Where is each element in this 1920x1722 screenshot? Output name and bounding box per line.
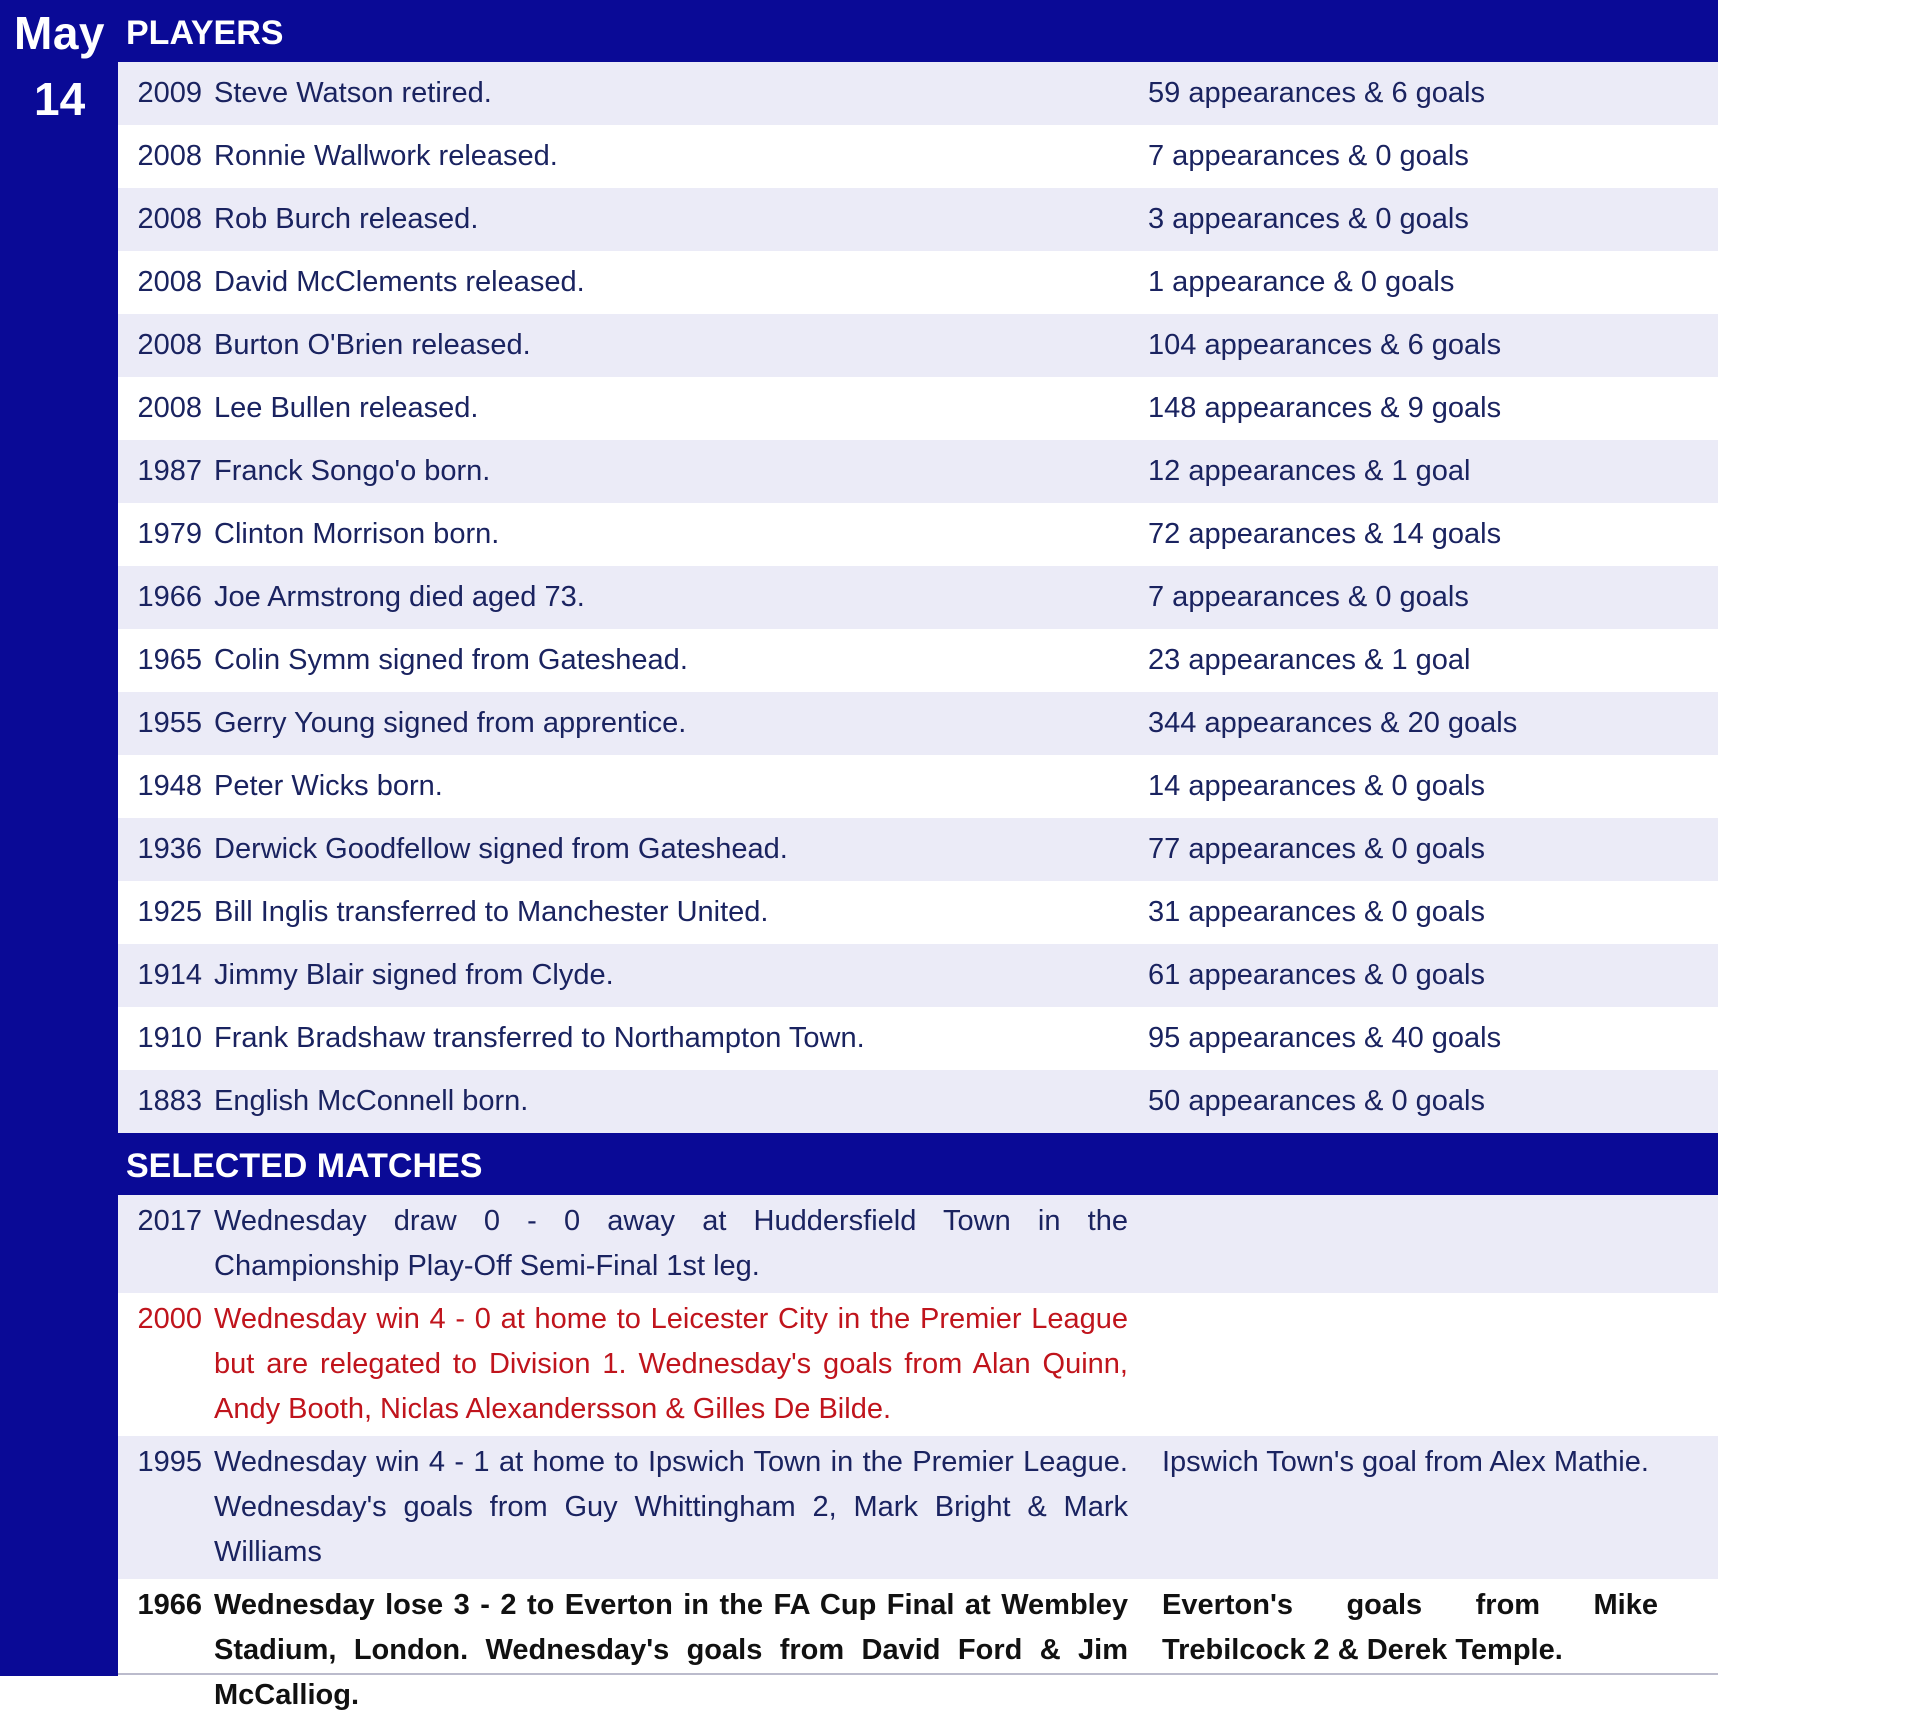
player-row bbox=[118, 566, 1718, 629]
player-year: 2008 bbox=[137, 140, 202, 172]
player-stats: 95 appearances & 40 goals bbox=[1148, 1022, 1502, 1054]
player-stats: 7 appearances & 0 goals bbox=[1148, 140, 1469, 172]
player-year: 1936 bbox=[137, 833, 202, 865]
player-text: Gerry Young signed from apprentice. bbox=[214, 707, 687, 739]
match-extra: Everton's goals from Mike Trebilcock 2 & Derek Temple. bbox=[1162, 1589, 1658, 1666]
player-year: 2009 bbox=[137, 77, 202, 109]
player-row bbox=[118, 1070, 1718, 1133]
player-row bbox=[118, 314, 1718, 377]
player-stats: 3 appearances & 0 goals bbox=[1148, 203, 1469, 235]
player-stats: 14 appearances & 0 goals bbox=[1148, 770, 1485, 802]
player-text: Rob Burch released. bbox=[214, 203, 479, 235]
player-year: 1948 bbox=[137, 770, 202, 802]
player-row bbox=[118, 755, 1718, 818]
player-text: Jimmy Blair signed from Clyde. bbox=[214, 959, 614, 991]
player-year: 2008 bbox=[137, 392, 202, 424]
player-year: 1883 bbox=[137, 1085, 202, 1117]
player-year: 1910 bbox=[137, 1022, 202, 1054]
player-stats: 23 appearances & 1 goal bbox=[1148, 644, 1471, 676]
player-text: Bill Inglis transferred to Manchester United. bbox=[214, 896, 769, 928]
player-text: Peter Wicks born. bbox=[214, 770, 443, 802]
match-extra: Ipswich Town's goal from Alex Mathie. bbox=[1162, 1446, 1649, 1478]
player-text: English McConnell born. bbox=[214, 1085, 529, 1117]
players-list bbox=[118, 62, 1718, 1133]
player-year: 1965 bbox=[137, 644, 202, 676]
player-text: Colin Symm signed from Gateshead. bbox=[214, 644, 688, 676]
player-stats: 59 appearances & 6 goals bbox=[1148, 77, 1485, 109]
players-header: PLAYERS bbox=[118, 0, 1718, 62]
player-year: 1925 bbox=[137, 896, 202, 928]
player-text: Burton O'Brien released. bbox=[214, 329, 531, 361]
player-row bbox=[118, 503, 1718, 566]
player-text: Clinton Morrison born. bbox=[214, 518, 500, 550]
player-stats: 12 appearances & 1 goal bbox=[1148, 455, 1471, 487]
match-row bbox=[118, 1293, 1718, 1436]
match-row bbox=[118, 1579, 1718, 1722]
player-stats: 61 appearances & 0 goals bbox=[1148, 959, 1485, 991]
match-year: 2000 bbox=[137, 1303, 202, 1335]
match-text: Wednesday draw 0 - 0 away at Huddersfield Town in the Championship Play-Off Semi-Final 1st leg. bbox=[214, 1205, 1128, 1282]
player-year: 2008 bbox=[137, 329, 202, 361]
matches-list bbox=[118, 1195, 1718, 1722]
player-year: 2008 bbox=[137, 203, 202, 235]
player-year: 2008 bbox=[137, 266, 202, 298]
player-text: Lee Bullen released. bbox=[214, 392, 479, 424]
player-year: 1966 bbox=[137, 581, 202, 613]
match-text: Wednesday win 4 - 1 at home to Ipswich Town in the Premier League. Wednesday's goals from Guy Whittingham 2, Mark Bright & Mark Williams bbox=[214, 1446, 1128, 1568]
player-stats: 77 appearances & 0 goals bbox=[1148, 833, 1485, 865]
player-row bbox=[118, 125, 1718, 188]
match-year: 1966 bbox=[137, 1589, 202, 1621]
player-row bbox=[118, 944, 1718, 1007]
player-row bbox=[118, 62, 1718, 125]
player-stats: 104 appearances & 6 goals bbox=[1148, 329, 1502, 361]
player-stats: 31 appearances & 0 goals bbox=[1148, 896, 1485, 928]
date-sidebar bbox=[0, 0, 118, 1676]
match-row bbox=[118, 1195, 1718, 1293]
player-year: 1987 bbox=[137, 455, 202, 487]
match-row bbox=[118, 1436, 1718, 1579]
match-text: Wednesday win 4 - 0 at home to Leicester City in the Premier League but are relegated to Division 1. Wednesday's goals from Alan Quinn, Andy Booth, Niclas Alexandersson & Gilles De Bilde. bbox=[214, 1303, 1128, 1425]
player-year: 1914 bbox=[137, 959, 202, 991]
player-row bbox=[118, 881, 1718, 944]
player-stats: 148 appearances & 9 goals bbox=[1148, 392, 1502, 424]
player-row bbox=[118, 629, 1718, 692]
match-text: Wednesday lose 3 - 2 to Everton in the FA Cup Final at Wembley Stadium, London. Wednesday's goals from David Ford & Jim McCalliog. bbox=[214, 1589, 1128, 1711]
player-stats: 72 appearances & 14 goals bbox=[1148, 518, 1502, 550]
player-stats: 7 appearances & 0 goals bbox=[1148, 581, 1469, 613]
player-year: 1979 bbox=[137, 518, 202, 550]
player-stats: 1 appearance & 0 goals bbox=[1148, 266, 1455, 298]
player-text: Joe Armstrong died aged 73. bbox=[214, 581, 585, 613]
player-text: Franck Songo'o born. bbox=[214, 455, 491, 487]
matches-header: SELECTED MATCHES bbox=[118, 1133, 1718, 1195]
main-content bbox=[118, 0, 1718, 1722]
player-row bbox=[118, 1007, 1718, 1070]
month-label: May bbox=[14, 7, 105, 59]
player-text: David McClements released. bbox=[214, 266, 585, 298]
player-row bbox=[118, 251, 1718, 314]
day-label: 14 bbox=[34, 73, 86, 125]
player-row bbox=[118, 818, 1718, 881]
player-text: Frank Bradshaw transferred to Northampton Town. bbox=[214, 1022, 865, 1054]
player-row bbox=[118, 440, 1718, 503]
player-row bbox=[118, 692, 1718, 755]
player-row bbox=[118, 188, 1718, 251]
player-text: Derwick Goodfellow signed from Gateshead. bbox=[214, 833, 788, 865]
bottom-divider bbox=[118, 1673, 1718, 1675]
player-year: 1955 bbox=[137, 707, 202, 739]
player-text: Steve Watson retired. bbox=[214, 77, 492, 109]
player-row bbox=[118, 377, 1718, 440]
match-year: 1995 bbox=[137, 1446, 202, 1478]
player-stats: 344 appearances & 20 goals bbox=[1148, 707, 1518, 739]
player-text: Ronnie Wallwork released. bbox=[214, 140, 558, 172]
match-year: 2017 bbox=[137, 1205, 202, 1237]
player-stats: 50 appearances & 0 goals bbox=[1148, 1085, 1485, 1117]
